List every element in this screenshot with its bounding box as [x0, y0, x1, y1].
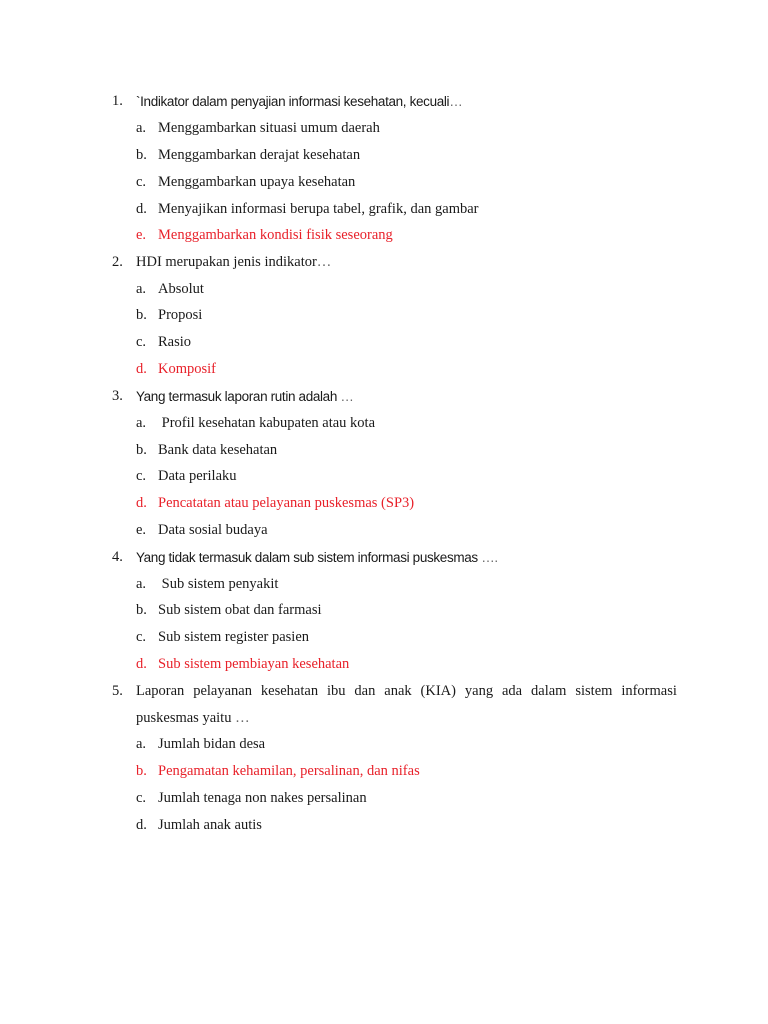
option-text: Menggambarkan derajat kesehatan [158, 147, 361, 163]
option-letter: c. [136, 790, 147, 806]
option-text: Pengamatan kehamilan, persalinan, dan nifas [158, 763, 420, 779]
option-letter: b. [136, 602, 147, 618]
question-text-line-2: puskesmas yaitu … [136, 710, 250, 726]
ellipsis: … [449, 94, 463, 109]
option-text: Sub sistem pembiayan kesehatan [158, 656, 350, 672]
option-text: Menggambarkan upaya kesehatan [158, 174, 356, 190]
question-word: sistem [575, 683, 613, 699]
question-text: Yang termasuk laporan rutin adalah … [136, 389, 354, 404]
option-text: Menggambarkan kondisi fisik seseorang [158, 227, 393, 243]
option-text: Sub sistem obat dan farmasi [158, 602, 322, 618]
option-text: Data perilaku [158, 468, 237, 484]
question-text: Yang tidak termasuk dalam sub sistem informasi puskesmas …. [136, 550, 498, 565]
option-letter: a. [136, 576, 147, 592]
option-letter: c. [136, 334, 147, 350]
question-number: 3. [112, 388, 123, 404]
question-word: yang [464, 683, 494, 699]
option-letter: b. [136, 307, 147, 323]
option-letter: b. [136, 147, 147, 163]
question-word: (KIA) [420, 683, 456, 699]
question-word: informasi [621, 683, 677, 699]
question-word: ada [501, 683, 523, 699]
option-text: Jumlah anak autis [158, 817, 262, 833]
option-text: Jumlah tenaga non nakes persalinan [158, 790, 367, 806]
question-number: 2. [112, 254, 123, 270]
question-word: pelayanan [193, 683, 252, 699]
question-number: 5. [112, 683, 123, 699]
option-letter: e. [136, 522, 147, 538]
option-letter: a. [136, 120, 147, 136]
question-number: 1. [112, 93, 123, 109]
option-letter: d. [136, 817, 147, 833]
option-letter: d. [136, 495, 147, 511]
option-text: Komposif [158, 361, 216, 377]
question-word: ibu [326, 683, 346, 699]
option-text: Jumlah bidan desa [158, 736, 266, 752]
option-letter: b. [136, 763, 147, 779]
question-text: `Indikator dalam penyajian informasi kesehatan, kecuali… [136, 94, 463, 109]
option-text: Menggambarkan situasi umum daerah [158, 120, 380, 136]
option-letter: d. [136, 201, 147, 217]
option-text: Sub sistem penyakit [158, 576, 279, 592]
option-letter: a. [136, 281, 147, 297]
option-letter: b. [136, 442, 147, 458]
ellipsis: … [235, 710, 250, 726]
option-letter: c. [136, 174, 147, 190]
ellipsis: … [316, 254, 332, 270]
question-word: anak [384, 683, 412, 699]
option-text: Rasio [158, 334, 192, 350]
question-word: dan [354, 683, 376, 699]
question-number: 4. [112, 549, 123, 565]
option-letter: a. [136, 415, 147, 431]
ellipsis: … [340, 389, 354, 404]
option-letter: d. [136, 656, 147, 672]
option-letter: c. [136, 629, 147, 645]
option-letter: c. [136, 468, 147, 484]
option-text: Data sosial budaya [158, 522, 268, 538]
option-letter: a. [136, 736, 147, 752]
option-text: Sub sistem register pasien [158, 629, 310, 645]
question-word: dalam [531, 683, 567, 699]
question-word: kesehatan [260, 683, 319, 699]
question-word: Laporan [136, 683, 185, 699]
option-text: Pencatatan atau pelayanan puskesmas (SP3) [158, 495, 415, 511]
ellipsis: …. [481, 550, 498, 565]
option-letter: d. [136, 361, 147, 377]
option-letter: e. [136, 227, 147, 243]
option-text: Bank data kesehatan [158, 442, 278, 458]
option-text: Menyajikan informasi berupa tabel, grafik, dan gambar [158, 201, 479, 217]
option-text: Proposi [158, 307, 203, 323]
option-text: Absolut [158, 281, 204, 297]
question-text-line-1 [136, 678, 677, 705]
question-text: HDI merupakan jenis indikator… [136, 254, 332, 270]
option-text: Profil kesehatan kabupaten atau kota [158, 415, 376, 431]
